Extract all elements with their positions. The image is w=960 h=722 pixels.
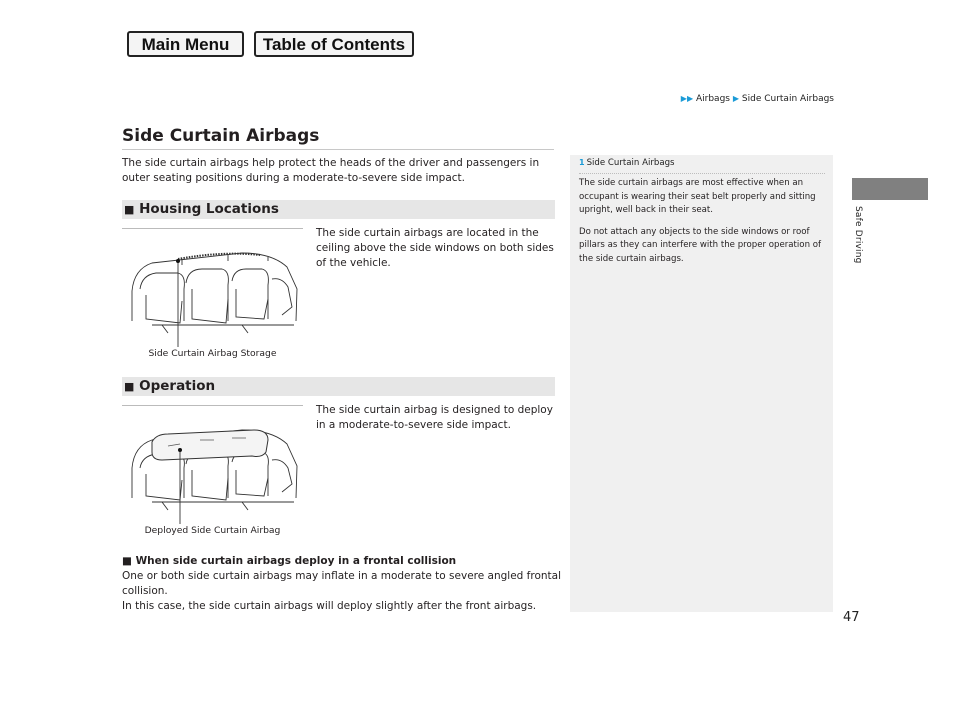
frontal-collision-text — [122, 569, 562, 614]
operation-paragraph: The side curtain airbag is designed to deploy in a moderate-to-severe side impact. — [316, 404, 553, 431]
car-interior-deployed-icon — [122, 406, 303, 526]
frontal-paragraph-2: In this case, the side curtain airbags will deploy slightly after the front airbags. — [122, 600, 537, 612]
square-bullet-icon: ■ — [124, 203, 135, 216]
note-marker-icon: 1 — [579, 158, 585, 167]
sidebar-note-paragraph-1: The side curtain airbags are most effective when an occupant is wearing their seat belt properly and sitting upright, well back in their seat. — [579, 178, 816, 215]
sidebar-note-paragraph-2: Do not attach any objects to the side windows or roof pillars as they can interfere with the proper operation of the side curtain airbags. — [579, 226, 822, 264]
breadcrumb — [681, 94, 834, 104]
page-title: Side Curtain Airbags — [122, 126, 554, 150]
sidebar-divider — [579, 173, 825, 174]
page-number: 47 — [843, 610, 860, 625]
section-tab-label: Safe Driving — [853, 206, 863, 264]
housing-illustration-caption: Side Curtain Airbag Storage — [148, 348, 277, 359]
square-bullet-icon: ■ — [122, 555, 132, 567]
sidebar-note-title-text: Side Curtain Airbags — [586, 158, 675, 168]
sidebar-note — [570, 155, 833, 612]
breadcrumb-arrow-icon: ▶▶ — [680, 94, 694, 103]
breadcrumb-item-side-curtain-airbags[interactable]: Side Curtain Airbags — [741, 94, 834, 104]
main-menu-button[interactable]: Main Menu — [127, 31, 244, 57]
car-interior-storage-icon — [122, 229, 303, 349]
operation-illustration-caption: Deployed Side Curtain Airbag — [144, 525, 281, 536]
square-bullet-icon: ■ — [124, 380, 135, 393]
operation-illustration — [122, 405, 303, 540]
frontal-collision-heading — [122, 555, 456, 567]
intro-paragraph: The side curtain airbags help protect the heads of the driver and passengers in outer seating positions during a moderate-to-severe side impact. — [122, 157, 540, 184]
section-tab — [852, 178, 928, 200]
breadcrumb-item-airbags[interactable]: Airbags — [695, 94, 730, 104]
frontal-paragraph-1: One or both side curtain airbags may inflate in a moderate to severe angled frontal collision. — [122, 570, 561, 597]
housing-illustration — [122, 228, 303, 363]
operation-heading — [122, 377, 555, 396]
breadcrumb-arrow-icon: ▶ — [732, 94, 740, 103]
operation-heading-label: Operation — [139, 378, 216, 394]
sidebar-note-title — [579, 158, 825, 168]
housing-paragraph: The side curtain airbags are located in the ceiling above the side windows on both sides of the vehicle. — [316, 227, 554, 269]
housing-locations-heading — [122, 200, 555, 219]
housing-heading-label: Housing Locations — [139, 201, 279, 217]
frontal-heading-label: When side curtain airbags deploy in a frontal collision — [135, 555, 457, 567]
table-of-contents-button[interactable]: Table of Contents — [254, 31, 414, 57]
